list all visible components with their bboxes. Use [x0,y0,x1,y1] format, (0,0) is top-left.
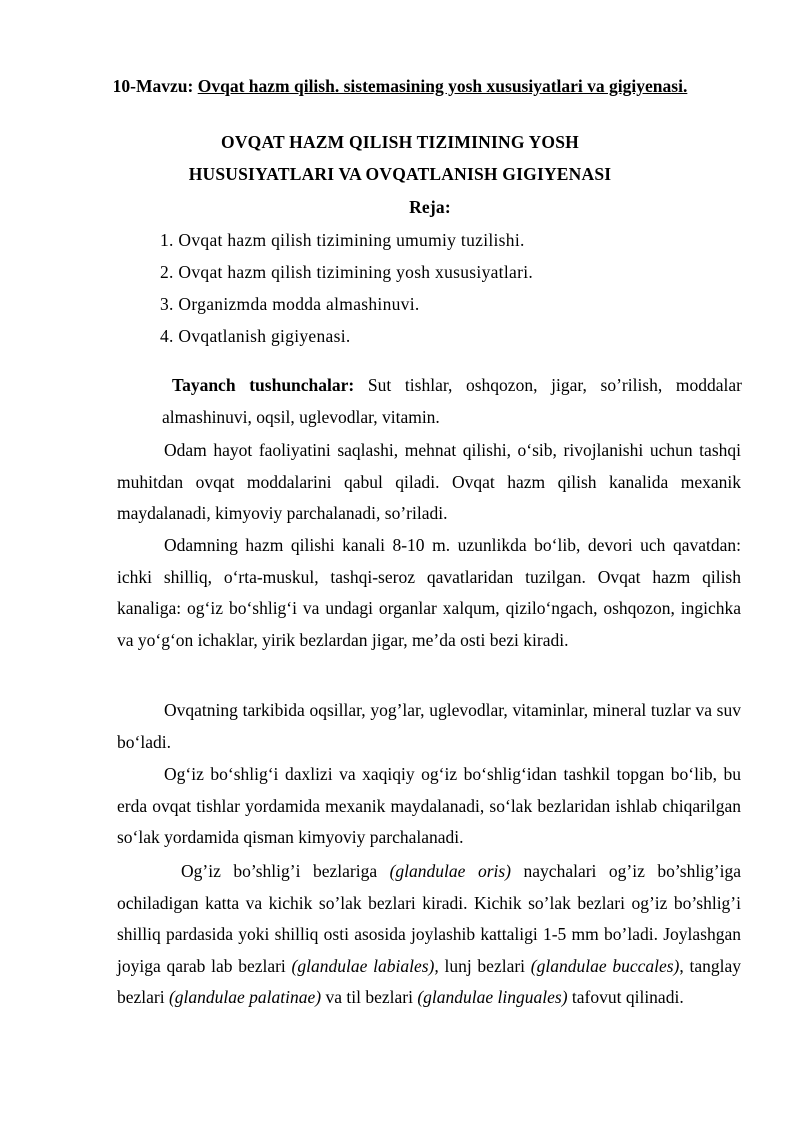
paragraph-2-text: Odamning hazm qilishi kanali 8-10 m. uzunlikda bo‘lib, devori uch qavatdan: ichki shilliq, o‘rta-muskul, tashqi-seroz qavatlaridan tuzilgan. Ovqat hazm qilish kanaliga: og‘iz bo‘shlig‘i va undagi organlar xalqum, qizilo‘ngach, oshqozon, ingichka va yo‘g‘on ichaklar, yirik bezlardan jigar, me’da osti bezi kiradi. [117,535,741,650]
paragraph-3-text: Ovqatning tarkibida oqsillar, yog’lar, uglevodlar, vitaminlar, mineral tuzlar va suv bo‘ladi. [117,700,741,752]
paragraph-4 [117,759,741,854]
p5-latin-palatinae: (glandulae palatinae) [168,987,322,1008]
p5-latin-oris: (glandulae oris) [389,861,512,881]
heading-line-2: HUSUSIYATLARI VA OVQATLANISH GIGIYENASI [188,164,612,184]
plan-item-1: 1. Ovqat hazm qilish tizimining umumiy tuzilishi. [160,230,525,250]
paragraph-5 [117,856,741,1014]
plan-item-3: 3. Organizmda modda almashinuvi. [160,294,420,314]
p5-latin-buccales: (glandulae buccales) [530,955,680,976]
topic-title: Ovqat hazm qilish. sistemasining yosh xususiyatlari va gigiyenasi. [197,76,688,96]
paragraph-4-text: Og‘iz bo‘shlig‘i daxlizi va xaqiqiy og‘iz bo‘shlig‘idan tashkil topgan bo‘lib, bu erda ovqat tishlar yordamida mexanik maydalanadi, so‘lak bezlaridan ishlab chiqarilgan so‘lak yordamida qisman kimyoviy parchalanadi. [117,764,741,848]
paragraph-3 [117,695,741,758]
keywords-text: Sut tishlar, oshqozon, jigar, so’rilish, moddalar almashinuvi, oqsil, uglevodlar, vitamin. [162,375,743,427]
p5-text-3: lunj bezlari [438,955,531,976]
topic-line [0,76,800,97]
plan-item-2: 2. Ovqat hazm qilish tizimining yosh xususiyatlari. [160,262,534,282]
p5-text-2: naychalari og’iz bo’shlig’iga ochiladigan katta va kichik so’lak bezlari kiradi. Kichik so’lak bezlari og’iz bo’shlig’i shilliq pardasida yoki shilliq osti asosida joylashib kattaligi 1-5 mm bo’ladi. Joylashgan joyiga qarab lab bezlari [117,861,741,976]
plan-item-4: 4. Ovqatlanish gigiyenasi. [160,326,351,346]
p5-latin-linguales: (glandulae linguales) [417,987,568,1008]
heading-line-1: OVQAT HAZM QILISH TIZIMINING YOSH [221,132,579,152]
p5-text-5: va til bezlari [321,987,418,1008]
keywords-label: Tayanch tushunchalar: [172,375,355,395]
paragraph-2 [117,530,741,656]
paragraph-1 [117,435,741,530]
p5-text-6: tafovut qilinadi. [567,987,684,1008]
p5-text-1: Og’iz bo’shlig’i bezlariga [181,861,390,881]
topic-prefix: 10-Mavzu: [112,76,194,96]
plan-label: Reja: [409,197,451,217]
keywords-paragraph [162,370,742,433]
p5-text-4: , tanglay bezlari [117,955,742,1008]
paragraph-1-text: Odam hayot faoliyatini saqlashi, mehnat qilishi, o‘sib, rivojlanishi uchun tashqi muhitdan ovqat moddalarini qabul qiladi. Ovqat hazm qilish kanalida mexanik maydalanadi, kimyoviy parchalanadi, so’riladi. [117,440,741,524]
p5-latin-labiales: (glandulae labiales), [291,955,439,976]
